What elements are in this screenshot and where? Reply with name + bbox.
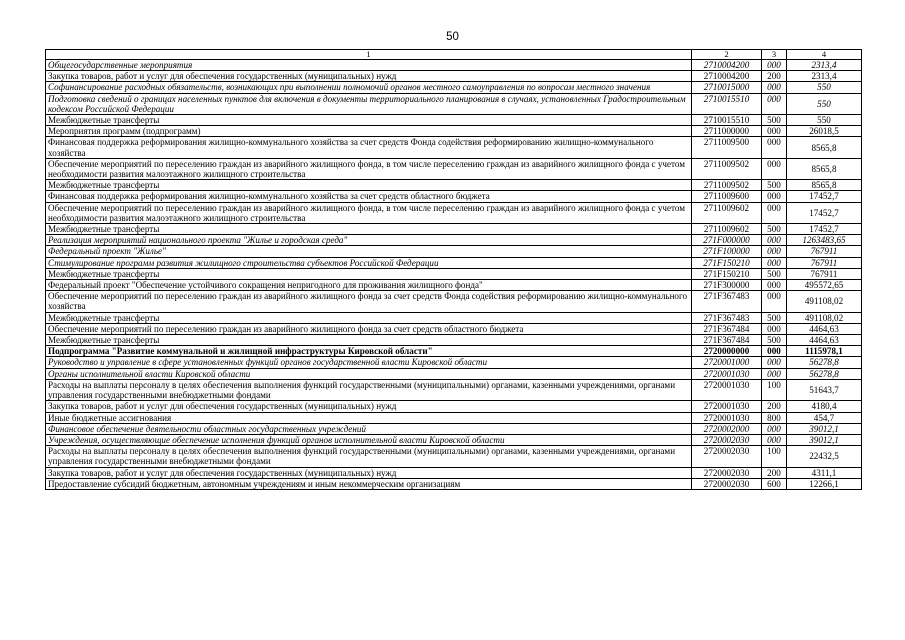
- row-name-cell: Межбюджетные трансферты: [46, 268, 692, 279]
- row-name-cell: Межбюджетные трансферты: [46, 312, 692, 323]
- row-type-cell: 000: [762, 257, 787, 268]
- row-code-cell: 2720001030: [692, 379, 762, 400]
- row-amount-cell: 4311,1: [787, 467, 862, 478]
- row-amount-cell: 454,7: [787, 412, 862, 423]
- table-row: [46, 257, 862, 268]
- table-row: [46, 60, 862, 71]
- row-type-cell: 600: [762, 478, 787, 489]
- table-row: [46, 126, 862, 137]
- row-amount-cell: 491108,02: [787, 291, 862, 312]
- table-row: [46, 115, 862, 126]
- row-name-cell: Предоставление субсидий бюджетным, автономным учреждениям и иным некоммерческим организациям: [46, 478, 692, 489]
- table-row: [46, 323, 862, 334]
- row-name-cell: Межбюджетные трансферты: [46, 180, 692, 191]
- table-row: [46, 346, 862, 357]
- table-row: [46, 224, 862, 235]
- table-row: [46, 312, 862, 323]
- row-type-cell: 000: [762, 357, 787, 368]
- table-row: [46, 478, 862, 489]
- row-name-cell: Межбюджетные трансферты: [46, 335, 692, 346]
- row-amount-cell: 2313,4: [787, 60, 862, 71]
- row-type-cell: 000: [762, 346, 787, 357]
- row-amount-cell: 22432,5: [787, 446, 862, 467]
- row-amount-cell: 4180,4: [787, 401, 862, 412]
- row-type-cell: 000: [762, 291, 787, 312]
- row-amount-cell: 4464,63: [787, 335, 862, 346]
- row-code-cell: 2711009600: [692, 191, 762, 202]
- row-amount-cell: 2313,4: [787, 71, 862, 82]
- row-code-cell: 271F150210: [692, 268, 762, 279]
- row-amount-cell: 56278,8: [787, 368, 862, 379]
- table-row: [46, 71, 862, 82]
- row-amount-cell: 767911: [787, 268, 862, 279]
- row-amount-cell: 39012,1: [787, 423, 862, 434]
- row-type-cell: 000: [762, 93, 787, 114]
- row-name-cell: Расходы на выплаты персоналу в целях обеспечения выполнения функций государственными (муниципальными) органами, казенными учреждениями, органами управления государственными внебюджетными фондами: [46, 379, 692, 400]
- row-type-cell: 500: [762, 115, 787, 126]
- table-header-row: [46, 50, 862, 60]
- row-code-cell: 271F300000: [692, 280, 762, 291]
- table-row: [46, 137, 862, 158]
- row-code-cell: 271F367483: [692, 312, 762, 323]
- row-type-cell: 000: [762, 280, 787, 291]
- table-row: [46, 357, 862, 368]
- row-type-cell: 100: [762, 379, 787, 400]
- row-type-cell: 500: [762, 312, 787, 323]
- row-name-cell: Подготовка сведений о границах населенных пунктов для включения в документы территориального планирования в случаях, установленных Градостроительным кодексом Российской Федерации: [46, 93, 692, 114]
- row-amount-cell: 491108,02: [787, 312, 862, 323]
- row-type-cell: 000: [762, 246, 787, 257]
- row-amount-cell: 17452,7: [787, 202, 862, 223]
- table-row: [46, 368, 862, 379]
- column-header-type: 3: [762, 50, 787, 60]
- table-row: [46, 423, 862, 434]
- row-type-cell: 500: [762, 268, 787, 279]
- row-code-cell: 2720000000: [692, 346, 762, 357]
- row-amount-cell: 39012,1: [787, 434, 862, 445]
- row-code-cell: 2711009502: [692, 158, 762, 179]
- row-name-cell: Органы исполнительной власти Кировской области: [46, 368, 692, 379]
- row-type-cell: 500: [762, 335, 787, 346]
- column-header-code: 2: [692, 50, 762, 60]
- row-code-cell: 2710004200: [692, 60, 762, 71]
- table-row: [46, 379, 862, 400]
- row-name-cell: Межбюджетные трансферты: [46, 224, 692, 235]
- row-name-cell: Учреждения, осуществляющие обеспечение исполнения функций органов исполнительной власти Кировской области: [46, 434, 692, 445]
- row-type-cell: 800: [762, 412, 787, 423]
- row-type-cell: 000: [762, 434, 787, 445]
- row-amount-cell: 550: [787, 82, 862, 93]
- row-name-cell: Обеспечение мероприятий по переселению граждан из аварийного жилищного фонда за счет средств областного бюджета: [46, 323, 692, 334]
- row-amount-cell: 51643,7: [787, 379, 862, 400]
- row-name-cell: Межбюджетные трансферты: [46, 115, 692, 126]
- table-row: [46, 401, 862, 412]
- row-name-cell: Мероприятия программ (подпрограмм): [46, 126, 692, 137]
- row-type-cell: 100: [762, 446, 787, 467]
- table-row: [46, 434, 862, 445]
- row-amount-cell: 550: [787, 93, 862, 114]
- row-amount-cell: 1263483,65: [787, 235, 862, 246]
- row-type-cell: 000: [762, 235, 787, 246]
- row-type-cell: 000: [762, 60, 787, 71]
- row-name-cell: Закупка товаров, работ и услуг для обеспечения государственных (муниципальных) нужд: [46, 401, 692, 412]
- row-type-cell: 200: [762, 467, 787, 478]
- row-code-cell: 2710015510: [692, 115, 762, 126]
- row-amount-cell: 8565,8: [787, 137, 862, 158]
- row-code-cell: 271F367483: [692, 291, 762, 312]
- row-code-cell: 2720001030: [692, 401, 762, 412]
- row-name-cell: Реализация мероприятий национального проекта "Жилье и городская среда": [46, 235, 692, 246]
- row-code-cell: 2710015000: [692, 82, 762, 93]
- row-amount-cell: 767911: [787, 246, 862, 257]
- row-name-cell: Подпрограмма "Развитие коммунальной и жилищной инфраструктуры Кировской области": [46, 346, 692, 357]
- row-name-cell: Расходы на выплаты персоналу в целях обеспечения выполнения функций государственными (муниципальными) органами, казенными учреждениями, органами управления государственными внебюджетными фондами: [46, 446, 692, 467]
- table-row: [46, 82, 862, 93]
- table-row: [46, 158, 862, 179]
- row-code-cell: 2720002030: [692, 446, 762, 467]
- row-amount-cell: 550: [787, 115, 862, 126]
- row-code-cell: 2711009500: [692, 137, 762, 158]
- table-row: [46, 246, 862, 257]
- row-code-cell: 271F367484: [692, 323, 762, 334]
- table-row: [46, 235, 862, 246]
- row-code-cell: 2720002030: [692, 434, 762, 445]
- row-amount-cell: 17452,7: [787, 191, 862, 202]
- row-name-cell: Финансовая поддержка реформирования жилищно-коммунального хозяйства за счет средств областного бюджета: [46, 191, 692, 202]
- row-name-cell: Иные бюджетные ассигнования: [46, 412, 692, 423]
- row-name-cell: Финансовая поддержка реформирования жилищно-коммунального хозяйства за счет средств Фонда содействия реформированию жилищно-коммунального хозяйства: [46, 137, 692, 158]
- row-type-cell: 000: [762, 82, 787, 93]
- table-row: [46, 446, 862, 467]
- row-name-cell: Руководство и управление в сфере установленных функций органов государственной власти Кировской области: [46, 357, 692, 368]
- row-amount-cell: 8565,8: [787, 158, 862, 179]
- row-amount-cell: 12266,1: [787, 478, 862, 489]
- table-row: [46, 280, 862, 291]
- row-type-cell: 200: [762, 401, 787, 412]
- row-type-cell: 000: [762, 191, 787, 202]
- row-code-cell: 2710015510: [692, 93, 762, 114]
- row-name-cell: Федеральный проект "Жилье": [46, 246, 692, 257]
- row-name-cell: Закупка товаров, работ и услуг для обеспечения государственных (муниципальных) нужд: [46, 467, 692, 478]
- row-code-cell: 2711009602: [692, 202, 762, 223]
- row-amount-cell: 1115978,1: [787, 346, 862, 357]
- row-type-cell: 000: [762, 423, 787, 434]
- row-type-cell: 500: [762, 180, 787, 191]
- table-row: [46, 202, 862, 223]
- row-code-cell: 2720002030: [692, 467, 762, 478]
- row-code-cell: 2720001030: [692, 412, 762, 423]
- row-type-cell: 000: [762, 368, 787, 379]
- row-type-cell: 000: [762, 202, 787, 223]
- table-row: [46, 412, 862, 423]
- row-name-cell: Закупка товаров, работ и услуг для обеспечения государственных (муниципальных) нужд: [46, 71, 692, 82]
- row-name-cell: Общегосударственные мероприятия: [46, 60, 692, 71]
- row-amount-cell: 8565,8: [787, 180, 862, 191]
- row-code-cell: 2711009602: [692, 224, 762, 235]
- row-amount-cell: 495572,65: [787, 280, 862, 291]
- table-row: [46, 93, 862, 114]
- row-amount-cell: 767911: [787, 257, 862, 268]
- row-name-cell: Обеспечение мероприятий по переселению граждан из аварийного жилищного фонда, в том числе переселению граждан из аварийного жилищного фонда с учетом необходимости развития малоэтажного жилищного строительства: [46, 158, 692, 179]
- table-row: [46, 467, 862, 478]
- row-type-cell: 000: [762, 126, 787, 137]
- row-name-cell: Софинансирование расходных обязательств, возникающих при выполнении полномочий органов местного самоуправления по вопросам местного значения: [46, 82, 692, 93]
- row-name-cell: Обеспечение мероприятий по переселению граждан из аварийного жилищного фонда за счет средств Фонда содействия реформированию жилищно-коммунального хозяйства: [46, 291, 692, 312]
- row-code-cell: 2720002030: [692, 478, 762, 489]
- row-type-cell: 000: [762, 323, 787, 334]
- table-row: [46, 335, 862, 346]
- row-code-cell: 271F000000: [692, 235, 762, 246]
- row-code-cell: 2720001000: [692, 357, 762, 368]
- row-amount-cell: 56278,8: [787, 357, 862, 368]
- table-row: [46, 291, 862, 312]
- row-amount-cell: 17452,7: [787, 224, 862, 235]
- row-name-cell: Финансовое обеспечение деятельности областных государственных учреждений: [46, 423, 692, 434]
- budget-table: [45, 49, 862, 490]
- row-code-cell: 2711000000: [692, 126, 762, 137]
- row-code-cell: 271F100000: [692, 246, 762, 257]
- column-header-name: 1: [46, 50, 692, 60]
- row-type-cell: 000: [762, 158, 787, 179]
- row-name-cell: Обеспечение мероприятий по переселению граждан из аварийного жилищного фонда, в том числе переселению граждан из аварийного жилищного фонда с учетом необходимости развития малоэтажного жилищного строительства: [46, 202, 692, 223]
- table-row: [46, 180, 862, 191]
- row-name-cell: Стимулирование программ развития жилищного строительства субъектов Российской Федерации: [46, 257, 692, 268]
- page-number: 50: [446, 31, 459, 43]
- row-type-cell: 200: [762, 71, 787, 82]
- row-code-cell: 2711009502: [692, 180, 762, 191]
- row-name-cell: Федеральный проект "Обеспечение устойчивого сокращения непригодного для проживания жилищного фонда": [46, 280, 692, 291]
- table-body: [46, 60, 862, 490]
- row-amount-cell: 4464,63: [787, 323, 862, 334]
- row-code-cell: 2720001030: [692, 368, 762, 379]
- row-code-cell: 271F150210: [692, 257, 762, 268]
- row-type-cell: 000: [762, 137, 787, 158]
- row-code-cell: 2710004200: [692, 71, 762, 82]
- table-row: [46, 191, 862, 202]
- row-code-cell: 271F367484: [692, 335, 762, 346]
- row-amount-cell: 26018,5: [787, 126, 862, 137]
- row-type-cell: 500: [762, 224, 787, 235]
- table-row: [46, 268, 862, 279]
- column-header-amount: 4: [787, 50, 862, 60]
- row-code-cell: 2720002000: [692, 423, 762, 434]
